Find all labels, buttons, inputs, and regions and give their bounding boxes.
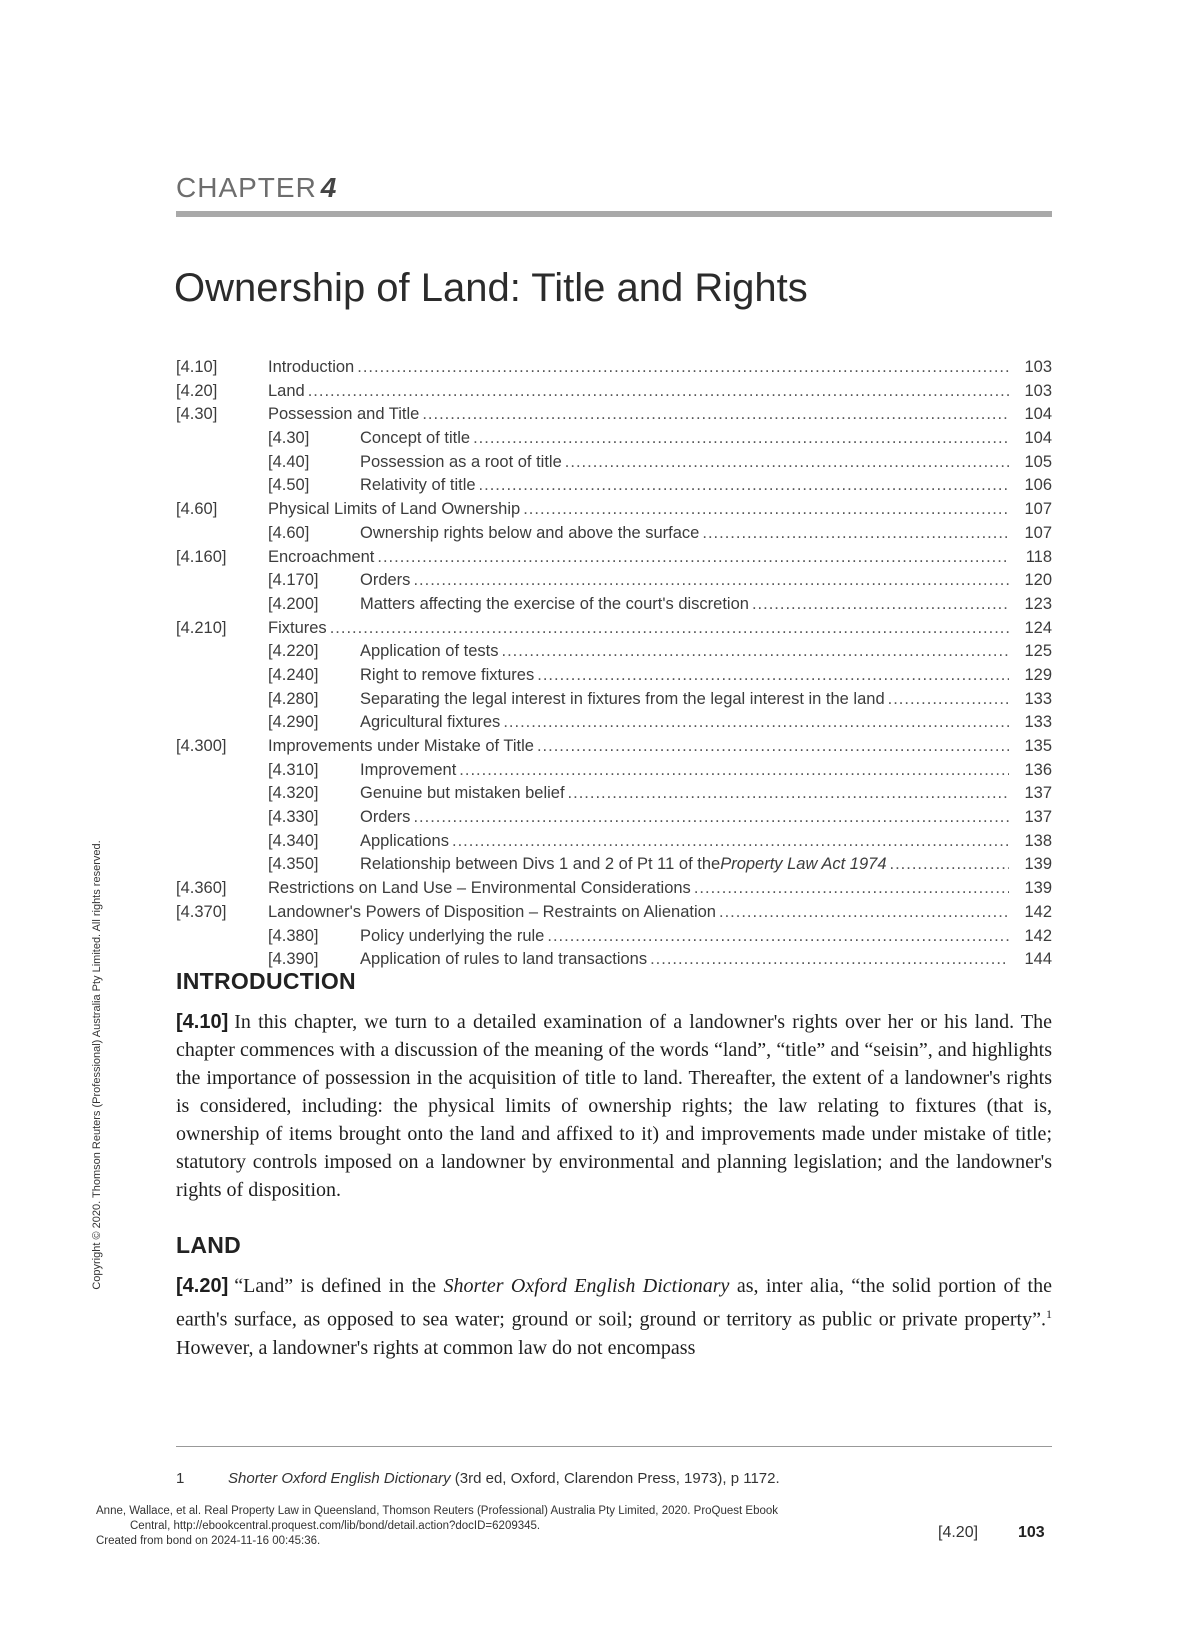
- toc-ref: [4.160]: [176, 547, 227, 566]
- toc-leader-dots: [890, 855, 1009, 874]
- toc-title-text: Land: [268, 381, 305, 400]
- toc-title-text: Restrictions on Land Use – Environmental Considerations: [268, 879, 691, 898]
- toc-leader-dots: [694, 879, 1009, 898]
- footnote-divider: [176, 1446, 1052, 1447]
- footnote: [176, 1470, 1052, 1487]
- toc-title: [268, 879, 1012, 898]
- toc-title-text: Fixtures: [268, 618, 327, 637]
- toc-ref: [4.350]: [268, 855, 319, 874]
- toc-title-text: Improvements under Mistake of Title: [268, 737, 534, 755]
- toc-title: [360, 784, 1012, 803]
- toc-title-text: Separating the legal interest in fixtures from the legal interest in the land: [360, 689, 885, 708]
- footnote-number: 1: [176, 1470, 185, 1487]
- toc-title-text: Matters affecting the exercise of the court's discretion: [360, 594, 749, 613]
- land-text-a: “Land” is defined in the: [234, 1275, 444, 1297]
- toc-title: [268, 382, 1012, 401]
- toc-title: [268, 405, 1012, 424]
- toc-title: [268, 548, 1012, 567]
- toc-page-number: 123: [1024, 594, 1052, 613]
- page-paragraph-ref: [4.20]: [938, 1524, 979, 1541]
- footnote-marker[interactable]: 1: [1046, 1307, 1052, 1321]
- toc-leader-dots: [452, 832, 1009, 851]
- toc-leader-dots: [537, 666, 1009, 685]
- toc-title: [360, 808, 1012, 827]
- toc-leader-dots: [308, 382, 1009, 401]
- toc-leader-dots: [459, 761, 1009, 780]
- toc-entry[interactable]: [176, 761, 1052, 785]
- toc-ref: [4.50]: [268, 476, 310, 495]
- toc-leader-dots: [568, 784, 1009, 803]
- toc-ref: [4.200]: [268, 594, 319, 613]
- toc-ref: [4.340]: [268, 831, 319, 850]
- toc-page-number: 133: [1024, 713, 1052, 732]
- toc-title-text: Agricultural fixtures: [360, 713, 501, 732]
- toc-ref: [4.380]: [268, 926, 319, 945]
- toc-title: [268, 737, 1012, 756]
- toc-leader-dots: [479, 476, 1009, 495]
- toc-page-number: 137: [1024, 808, 1052, 827]
- toc-entry[interactable]: [176, 808, 1052, 832]
- introduction-text: In this chapter, we turn to a detailed examination of a landowner's rights over her or his land. The chapter commences with a discussion of the meaning of the words “land”, “title” and “seisin”, and highlights the importance of possession in the acquisition of title to land. Thereafter, the extent of a landowner's rights is considered, including: the physical limits of ownership rights; the law relating to fixtures (that is, ownership of items brought onto the land and affixed to it) and improvements made under mistake of title; statutory controls imposed on a landowner by environmental and planning legislation; and the landowner's rights of disposition.: [176, 1011, 1052, 1201]
- toc-leader-dots: [413, 808, 1009, 827]
- toc-leader-dots: [537, 737, 1009, 756]
- toc-ref: [4.30]: [176, 405, 218, 424]
- toc-leader-dots: [523, 500, 1009, 519]
- toc-entry[interactable]: [176, 405, 1052, 429]
- paragraph-ref: [4.10]: [176, 1011, 229, 1033]
- toc-title-text: Relativity of title: [360, 476, 476, 495]
- introduction-heading: INTRODUCTION: [176, 968, 356, 994]
- toc-leader-dots: [330, 619, 1009, 638]
- toc-page-number: 139: [1024, 879, 1052, 898]
- toc-ref: [4.300]: [176, 737, 227, 755]
- paragraph-ref: [4.20]: [176, 1275, 229, 1297]
- land-heading: LAND: [176, 1232, 242, 1258]
- toc-title: [360, 642, 1012, 661]
- toc-leader-dots: [565, 453, 1009, 472]
- toc-entry[interactable]: [176, 358, 1052, 382]
- toc-title-text: Possession as a root of title: [360, 452, 562, 471]
- toc-entry[interactable]: [176, 927, 1052, 951]
- toc-ref: [4.10]: [176, 358, 218, 376]
- toc-title: [360, 429, 1012, 448]
- toc-title: [360, 950, 1012, 969]
- toc-page-number: 129: [1024, 665, 1052, 684]
- toc-title-text: Possession and Title: [268, 405, 420, 424]
- toc-page-number: 144: [1024, 950, 1052, 969]
- toc-page-number: 142: [1024, 902, 1052, 921]
- toc-title: [360, 524, 1012, 543]
- toc-ref: [4.360]: [176, 879, 227, 898]
- toc-page-number: 124: [1024, 618, 1052, 637]
- toc-leader-dots: [503, 713, 1009, 732]
- toc-entry[interactable]: [176, 832, 1052, 856]
- toc-ref: [4.280]: [268, 689, 319, 708]
- toc-ref: [4.390]: [268, 950, 319, 969]
- toc-entry[interactable]: [176, 524, 1052, 548]
- toc-title: [360, 595, 1012, 614]
- toc-title: [360, 855, 1012, 874]
- toc-title-text: Landowner's Powers of Disposition – Restraints on Alienation: [268, 902, 716, 921]
- toc-title: [268, 903, 1012, 922]
- toc-entry[interactable]: [176, 713, 1052, 737]
- toc-leader-dots: [502, 642, 1010, 661]
- toc-page-number: 142: [1024, 926, 1052, 945]
- land-text-c: However, a landowner's rights at common law do not encompass: [176, 1336, 696, 1359]
- source-line-3: Created from bond on 2024-11-16 00:45:36.: [96, 1535, 321, 1547]
- toc-page-number: 139: [1024, 855, 1052, 874]
- land-paragraph: [176, 1272, 1052, 1362]
- source-line-2[interactable]: Central, http://ebookcentral.proquest.com/lib/bond/detail.action?docID=6209345.: [130, 1520, 541, 1532]
- copyright-notice: Copyright © 2020. Thomson Reuters (Professional) Australia Pty Limited. All rights reserved.: [91, 840, 103, 1290]
- toc-page-number: 136: [1024, 760, 1052, 779]
- toc-title: [360, 476, 1012, 495]
- toc-leader-dots: [650, 950, 1009, 969]
- toc-entry[interactable]: [176, 879, 1052, 903]
- toc-title-text: Orders: [360, 571, 411, 590]
- toc-leader-dots: [702, 524, 1009, 543]
- toc-ref: [4.330]: [268, 808, 319, 827]
- toc-ref: [4.220]: [268, 642, 319, 661]
- toc-title-text: Application of rules to land transactions: [360, 950, 648, 969]
- toc-leader-dots: [413, 571, 1009, 590]
- toc-page-number: 103: [1024, 358, 1052, 376]
- toc-leader-dots: [473, 429, 1009, 448]
- toc-leader-dots: [377, 548, 1009, 567]
- source-line-1: Anne, Wallace, et al. Real Property Law in Queensland, Thomson Reuters (Professional) Australia Pty Limited, 2020. ProQuest Ebook: [96, 1505, 779, 1517]
- toc-page-number: 107: [1024, 500, 1052, 519]
- toc-entry[interactable]: [176, 453, 1052, 477]
- toc-title: [268, 500, 1012, 519]
- toc-title-text: Introduction: [268, 358, 355, 376]
- toc-ref: [4.320]: [268, 784, 319, 803]
- toc-title-text: Application of tests: [360, 642, 499, 661]
- toc-entry[interactable]: [176, 571, 1052, 595]
- toc-page-number: 135: [1024, 737, 1052, 755]
- toc-page-number: 106: [1024, 476, 1052, 495]
- toc-leader-dots: [422, 405, 1009, 424]
- toc-page-number: 105: [1024, 452, 1052, 471]
- land-text-b: as, inter alia, “the solid portion of the earth's surface, as opposed to sea water; ground or soil; ground or territory as public or private property”.: [176, 1275, 1052, 1331]
- toc-entry[interactable]: [176, 429, 1052, 453]
- toc-entry[interactable]: [176, 476, 1052, 500]
- land-text-italic: Shorter Oxford English Dictionary: [443, 1275, 730, 1297]
- chapter-divider: [176, 211, 1052, 217]
- chapter-number: 4: [320, 172, 338, 203]
- toc-title: [360, 690, 1012, 709]
- chapter-title: Ownership of Land: Title and Rights: [174, 266, 808, 310]
- toc-entry[interactable]: [176, 548, 1052, 572]
- toc-leader-dots: [547, 927, 1009, 946]
- toc-entry[interactable]: [176, 595, 1052, 619]
- toc-ref: [4.240]: [268, 665, 319, 684]
- toc-ref: [4.20]: [176, 381, 218, 400]
- toc-title-text: Policy underlying the rule: [360, 926, 545, 945]
- toc-ref: [4.370]: [176, 902, 227, 921]
- toc-title: [268, 358, 1012, 377]
- toc-leader-dots: [888, 690, 1009, 709]
- toc-entry[interactable]: [176, 737, 1052, 761]
- toc-ref: [4.30]: [268, 429, 310, 448]
- chapter-label: [176, 172, 337, 204]
- toc-title: [360, 832, 1012, 851]
- toc-page-number: 104: [1024, 429, 1052, 448]
- toc-page-number: 104: [1024, 405, 1052, 424]
- toc-entry[interactable]: [176, 666, 1052, 690]
- toc-leader-dots: [357, 358, 1009, 377]
- toc-entry[interactable]: [176, 500, 1052, 524]
- toc-ref: [4.60]: [268, 523, 310, 542]
- toc-entry[interactable]: [176, 690, 1052, 714]
- toc-page-number: 137: [1024, 784, 1052, 803]
- toc-title-text: Improvement: [360, 760, 457, 779]
- toc-page-number: 118: [1025, 547, 1052, 566]
- toc-title: [360, 666, 1012, 685]
- toc-title-text: Orders: [360, 808, 411, 827]
- footnote-italic: Shorter Oxford English Dictionary: [228, 1470, 451, 1487]
- introduction-paragraph: [176, 1008, 1052, 1204]
- toc-ref: [4.210]: [176, 618, 227, 637]
- toc-page-number: 133: [1024, 689, 1052, 708]
- source-citation: [96, 1504, 778, 1549]
- page-number: 103: [1018, 1524, 1045, 1541]
- toc-title-text: Right to remove fixtures: [360, 665, 535, 684]
- table-of-contents: [176, 358, 1052, 974]
- toc-page-number: 120: [1024, 571, 1052, 590]
- toc-page-number: 138: [1024, 831, 1052, 850]
- toc-title-text: Encroachment: [268, 547, 375, 566]
- chapter-label-text: CHAPTER: [176, 172, 317, 203]
- toc-title-italic: Property Law Act 1974: [720, 855, 887, 874]
- toc-ref: [4.170]: [268, 571, 319, 590]
- toc-page-number: 103: [1024, 381, 1052, 400]
- toc-ref: [4.40]: [268, 452, 310, 471]
- toc-ref: [4.310]: [268, 760, 319, 779]
- toc-title: [360, 713, 1012, 732]
- toc-title-text: Concept of title: [360, 429, 471, 448]
- toc-ref: [4.290]: [268, 713, 319, 732]
- toc-title-text: Genuine but mistaken belief: [360, 784, 565, 803]
- toc-entry[interactable]: [176, 619, 1052, 643]
- toc-leader-dots: [719, 903, 1009, 922]
- toc-title-text: Physical Limits of Land Ownership: [268, 500, 521, 519]
- toc-title-text: Ownership rights below and above the surface: [360, 523, 700, 542]
- toc-title-text: Applications: [360, 831, 449, 850]
- toc-title: [360, 761, 1012, 780]
- toc-title: [360, 927, 1012, 946]
- toc-entry[interactable]: [176, 642, 1052, 666]
- toc-entry[interactable]: [176, 784, 1052, 808]
- toc-title: [360, 453, 1012, 472]
- footnote-text: (3rd ed, Oxford, Clarendon Press, 1973), p 1172.: [450, 1470, 780, 1487]
- toc-page-number: 107: [1024, 523, 1052, 542]
- toc-title: [360, 571, 1012, 590]
- toc-page-number: 125: [1024, 642, 1052, 661]
- toc-entry[interactable]: [176, 855, 1052, 879]
- toc-leader-dots: [752, 595, 1009, 614]
- toc-entry[interactable]: [176, 903, 1052, 927]
- toc-title: [268, 619, 1012, 638]
- toc-ref: [4.60]: [176, 500, 218, 519]
- toc-entry[interactable]: [176, 382, 1052, 406]
- toc-title-text: Relationship between Divs 1 and 2 of Pt 11 of the: [360, 855, 721, 874]
